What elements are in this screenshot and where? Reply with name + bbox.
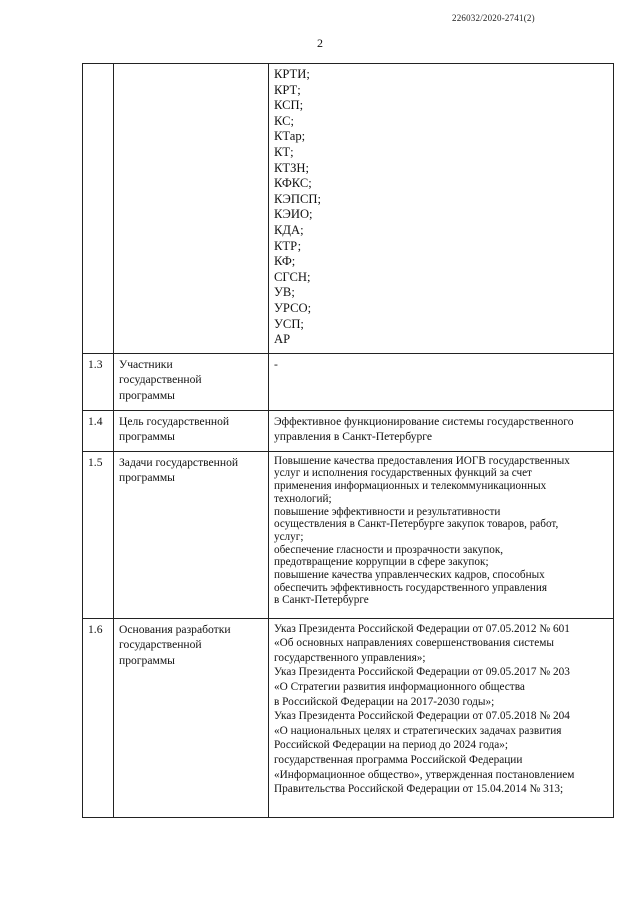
row-number: 1.5 [83, 451, 114, 618]
table-row-continuation [83, 64, 614, 354]
list-item: КРТ; [274, 82, 301, 97]
list-item: КДА; [274, 222, 304, 237]
list-item: КФКС; [274, 176, 312, 191]
row-name-cell [114, 64, 269, 354]
row-name: Участники государственной программы [114, 353, 269, 410]
page-number: 2 [317, 36, 323, 50]
row-number: 1.3 [83, 353, 114, 410]
table-row-goal [83, 410, 614, 451]
list-item: УСП; [274, 316, 304, 331]
row-number-cell [83, 64, 114, 354]
document-id: 226032/2020-2741(2) [452, 13, 535, 23]
list-item: СГСН; [274, 269, 311, 284]
program-passport-table [82, 63, 614, 818]
row-name: Основания разработки государственной программы [114, 618, 269, 817]
row-name: Цель государственной программы [114, 410, 269, 451]
list-item: КЭПСП; [274, 191, 321, 206]
row-content: Указ Президента Российской Федерации от 07.05.2012 № 601 «Об основных направлениях совершенствования системы государственного управления»; Указ Президента Российской Федерации от 09.05.2017 № 203 «О Стратегии развития информационного общества в Российской Федерации на 2017-2030 годы»; Указ Президента Российской Федерации от 07.05.2018 № 204 «О национальных целях и стратегических задачах развития Российской Федерации на период до 2024 года»; государственная программа Российской Федерации «Информационное общество», утвержденная постановлением Правительства Российской Федерации от 15.04.2014 № 313; [269, 618, 614, 817]
list-item: УРСО; [274, 300, 312, 315]
table-row-basis [83, 618, 614, 817]
row-content: Эффективное функционирование системы государственного управления в Санкт-Петербурге [269, 410, 614, 451]
list-item: КФ; [274, 254, 296, 269]
row-name: Задачи государственной программы [114, 451, 269, 618]
list-item: КТР; [274, 238, 302, 253]
list-item: КРТИ; [274, 67, 310, 81]
list-item: КС; [274, 113, 294, 128]
row-content: - [269, 353, 614, 410]
list-item: КТар; [274, 129, 306, 144]
row-number: 1.4 [83, 410, 114, 451]
row-number: 1.6 [83, 618, 114, 817]
list-item: КЭИО; [274, 207, 313, 222]
list-item: АР [274, 332, 291, 347]
table-row-tasks [83, 451, 614, 618]
row-content: Повышение качества предоставления ИОГВ государственных услуг и исполнения государственных функций за счет применения информационных и телекоммуникационных технологий; повышение эффективности и результативности осуществления в Санкт-Петербурге закупок товаров, работ, услуг; обеспечение гласности и прозрачности закупок, предотвращение коррупции в сфере закупок; повышение качества управленческих кадров, способных обеспечить эффективность государственного управления в Санкт-Петербурге [269, 451, 614, 618]
list-item: КТ; [274, 144, 294, 159]
list-item: КТЗН; [274, 160, 309, 175]
list-item: КСП; [274, 98, 304, 113]
table-row-participants [83, 353, 614, 410]
executors-list [269, 64, 614, 354]
list-item: УВ; [274, 285, 295, 300]
